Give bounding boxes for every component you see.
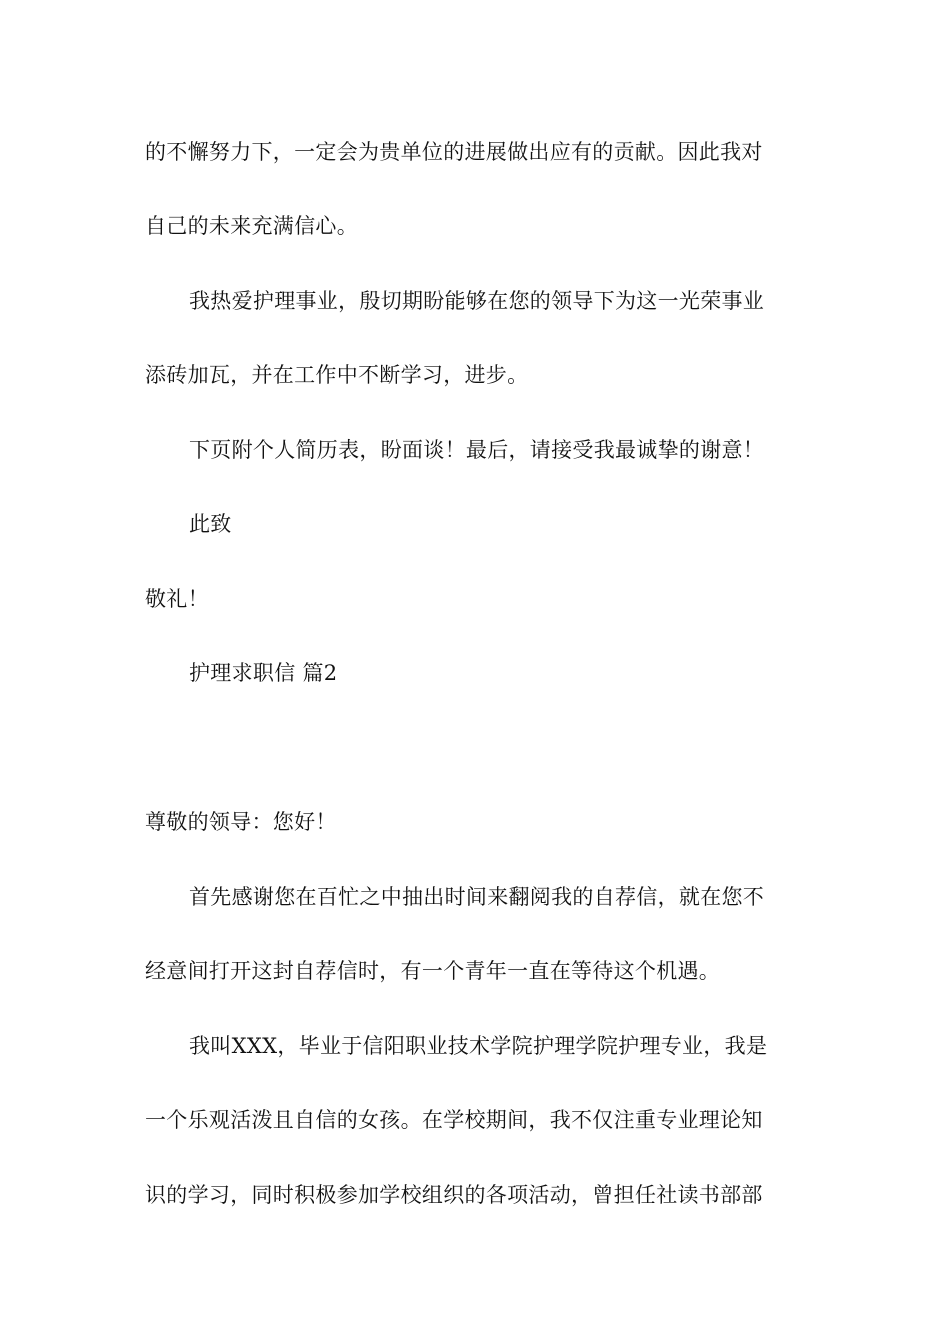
paragraph-line: 一个乐观活泼且自信的女孩。在学校期间，我不仅注重专业理论知 <box>145 1108 763 1132</box>
greeting: 尊敬的领导：您好！ <box>145 810 337 834</box>
paragraph-line: 我热爱护理事业，殷切期盼能够在您的领导下为这一光荣事业 <box>189 289 765 313</box>
paragraph-line: 我叫XXX，毕业于信阳职业技术学院护理学院护理专业，我是 <box>189 1034 768 1058</box>
paragraph-line: 下页附个人简历表，盼面谈！最后，请接受我最诚挚的谢意！ <box>189 438 765 462</box>
closing-salutation: 此致 <box>189 512 232 536</box>
paragraph-line: 添砖加瓦，并在工作中不断学习，进步。 <box>145 363 529 387</box>
paragraph-line: 自己的未来充满信心。 <box>145 214 358 238</box>
paragraph-line: 的不懈努力下，一定会为贵单位的进展做出应有的贡献。因此我对 <box>145 140 763 164</box>
paragraph-line: 识的学习，同时积极参加学校组织的各项活动，曾担任社读书部部 <box>145 1183 763 1207</box>
paragraph-line: 首先感谢您在百忙之中抽出时间来翻阅我的自荐信，就在您不 <box>189 885 765 909</box>
paragraph-line: 经意间打开这封自荐信时，有一个青年一直在等待这个机遇。 <box>145 959 721 983</box>
section-heading: 护理求职信 篇2 <box>189 661 338 685</box>
closing-regards: 敬礼！ <box>145 587 209 611</box>
